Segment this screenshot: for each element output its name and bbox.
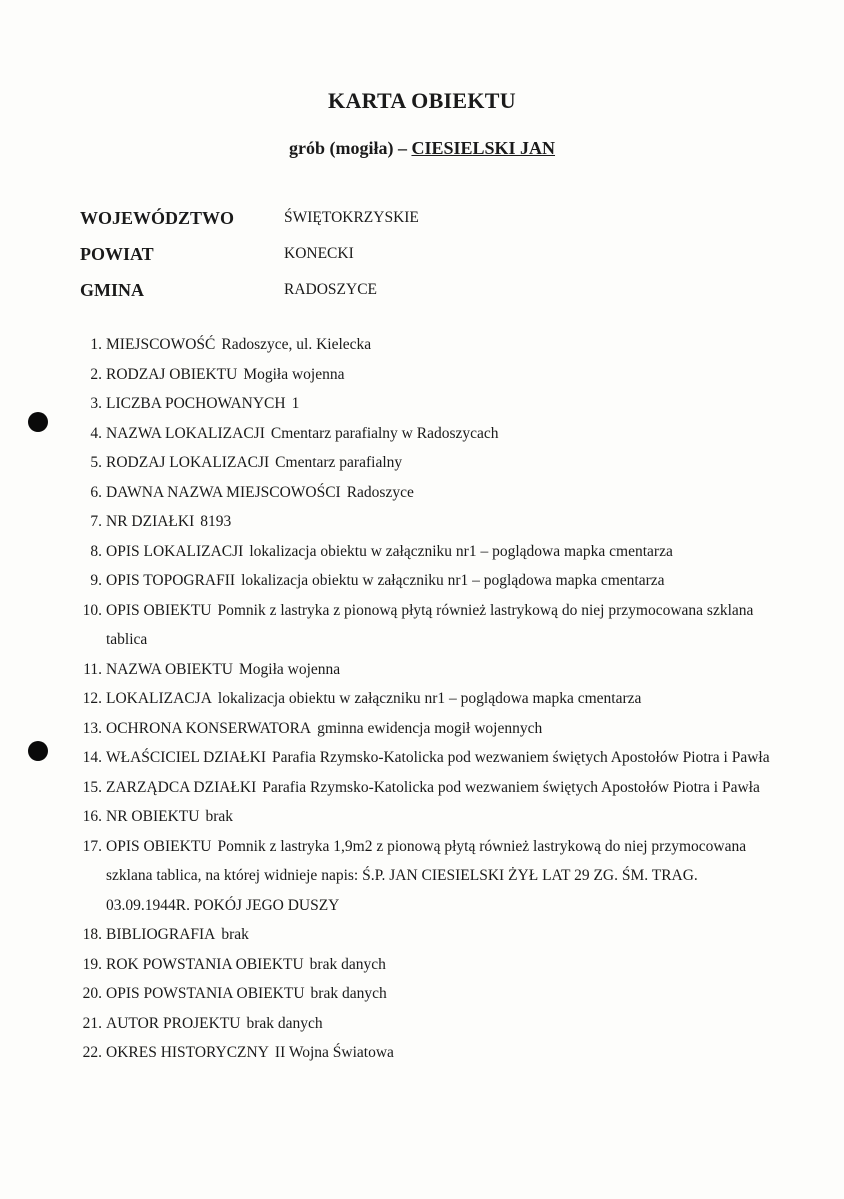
- item-value: Mogiła wojenna: [239, 660, 341, 678]
- item-label: OPIS OBIEKTU: [106, 837, 212, 855]
- list-item: [80, 655, 780, 685]
- admin-row: [80, 272, 419, 308]
- item-number: 21.: [82, 1014, 102, 1032]
- item-number: 9.: [90, 572, 102, 589]
- item-body: [106, 1038, 780, 1068]
- item-body: [106, 802, 780, 832]
- list-item: [80, 684, 780, 714]
- list-item: [80, 537, 780, 567]
- item-value: lokalizacja obiektu w załączniku nr1 – poglądowa mapka cmentarza: [249, 542, 673, 560]
- item-list: [80, 330, 780, 1068]
- item-number: 4.: [90, 424, 102, 442]
- item-body: [106, 360, 780, 390]
- item-number: 2.: [90, 365, 102, 383]
- list-item: [80, 802, 780, 832]
- item-value: Cmentarz parafialny: [275, 454, 403, 471]
- item-value: brak: [221, 926, 249, 943]
- item-body: [106, 979, 780, 1009]
- item-number: 18.: [82, 926, 102, 943]
- item-number: 22.: [82, 1044, 102, 1061]
- admin-value: ŚWIĘTOKRZYSKIE: [284, 209, 419, 226]
- item-number: 11.: [83, 660, 102, 678]
- admin-row: [80, 236, 419, 272]
- item-body: [106, 507, 780, 537]
- item-label: NAZWA OBIEKTU: [106, 660, 233, 678]
- admin-label: GMINA: [80, 279, 144, 300]
- item-body: [106, 714, 780, 744]
- item-number: 10.: [82, 601, 102, 619]
- document-title: KARTA OBIEKTU: [328, 88, 516, 113]
- item-label: MIEJSCOWOŚĆ: [106, 336, 216, 353]
- admin-label: POWIAT: [80, 243, 154, 264]
- item-number: 17.: [82, 837, 102, 855]
- item-label: WŁAŚCICIEL DZIAŁKI: [106, 749, 266, 766]
- punch-hole-bottom: [28, 741, 48, 761]
- item-label: LICZBA POCHOWANYCH: [106, 395, 286, 412]
- item-value: 8193: [200, 513, 232, 530]
- list-item: [80, 478, 780, 508]
- item-label: ZARZĄDCA DZIAŁKI: [106, 778, 257, 796]
- list-item: [80, 743, 780, 773]
- item-body: [106, 566, 780, 596]
- item-number: 19.: [82, 955, 102, 973]
- item-value: Parafia Rzymsko-Katolicka pod wezwaniem świętych Apostołów Piotra i Pawła: [272, 749, 770, 766]
- item-number: 15.: [82, 778, 102, 796]
- item-body: [106, 330, 780, 360]
- item-number: 3.: [90, 395, 102, 412]
- item-number: 5.: [90, 454, 102, 471]
- item-number: 14.: [82, 749, 102, 766]
- item-label: NR OBIEKTU: [106, 808, 200, 825]
- item-value: Radoszyce: [346, 483, 414, 501]
- item-body: [106, 1009, 780, 1039]
- item-label: LOKALIZACJA: [106, 690, 212, 707]
- item-body: [106, 950, 780, 980]
- list-item: [80, 773, 780, 803]
- item-body: [106, 596, 780, 655]
- list-item: [80, 596, 780, 655]
- item-number: 20.: [82, 985, 102, 1002]
- item-body: [106, 419, 780, 449]
- list-item: [80, 920, 780, 950]
- item-number: 6.: [90, 483, 102, 501]
- item-body: [106, 537, 780, 567]
- list-item: [80, 1038, 780, 1068]
- item-label: BIBLIOGRAFIA: [106, 926, 216, 943]
- item-number: 13.: [82, 719, 102, 737]
- item-value: II Wojna Światowa: [274, 1044, 394, 1061]
- item-value: brak: [205, 808, 233, 825]
- item-value: lokalizacja obiektu w załączniku nr1 – poglądowa mapka cmentarza: [241, 572, 665, 589]
- item-label: RODZAJ OBIEKTU: [106, 365, 238, 383]
- list-item: [80, 389, 780, 419]
- item-label: NR DZIAŁKI: [106, 513, 195, 530]
- item-body: [106, 773, 780, 803]
- item-number: 8.: [90, 542, 102, 560]
- item-value: brak danych: [310, 985, 387, 1002]
- item-label: NAZWA LOKALIZACJI: [106, 424, 265, 442]
- item-body: [106, 832, 780, 921]
- item-label: OKRES HISTORYCZNY: [106, 1044, 269, 1061]
- list-item: [80, 360, 780, 390]
- item-value: Cmentarz parafialny w Radoszycach: [270, 424, 499, 442]
- item-number: 7.: [90, 513, 102, 530]
- item-label: OCHRONA KONSERWATORA: [106, 719, 312, 737]
- item-value: gminna ewidencja mogił wojennych: [317, 719, 543, 737]
- item-label: OPIS LOKALIZACJI: [106, 542, 244, 560]
- list-item: [80, 714, 780, 744]
- item-value: Pomnik z lastryka 1,9m2 z pionową płytą również lastrykową do niej przymocowana szklana tablica, na której widnieje napis: Ś.P. JAN CIESIELSKI ŻYŁ LAT 29 ZG. ŚM. TRAG. 03.09.1944R. POKÓJ JEGO DUSZY: [106, 837, 747, 914]
- list-item: [80, 979, 780, 1009]
- item-value: brak danych: [309, 955, 386, 973]
- item-body: [106, 684, 780, 714]
- subtitle-prefix: grób (mogiła) –: [288, 138, 412, 158]
- list-item: [80, 832, 780, 921]
- item-value: 1: [291, 395, 300, 412]
- item-value: brak danych: [246, 1014, 323, 1032]
- item-label: RODZAJ LOKALIZACJI: [106, 454, 270, 471]
- item-body: [106, 920, 780, 950]
- item-label: OPIS TOPOGRAFII: [106, 572, 236, 589]
- list-item: [80, 507, 780, 537]
- admin-row: [80, 200, 419, 236]
- item-value: Mogiła wojenna: [243, 365, 345, 383]
- list-item: [80, 950, 780, 980]
- item-label: OPIS OBIEKTU: [106, 601, 212, 619]
- item-value: Radoszyce, ul. Kielecka: [221, 336, 372, 353]
- item-number: 1.: [90, 336, 102, 353]
- subtitle-name: CIESIELSKI JAN: [411, 138, 556, 158]
- item-body: [106, 478, 780, 508]
- item-number: 12.: [82, 690, 102, 707]
- document-subtitle: [0, 138, 844, 159]
- item-label: AUTOR PROJEKTU: [106, 1014, 241, 1032]
- punch-hole-top: [28, 412, 48, 432]
- item-value: Parafia Rzymsko-Katolicka pod wezwaniem świętych Apostołów Piotra i Pawła: [262, 778, 760, 796]
- item-label: DAWNA NAZWA MIEJSCOWOŚCI: [106, 483, 341, 501]
- item-value: lokalizacja obiektu w załączniku nr1 – poglądowa mapka cmentarza: [217, 690, 642, 707]
- list-item: [80, 1009, 780, 1039]
- list-item: [80, 566, 780, 596]
- item-label: OPIS POWSTANIA OBIEKTU: [106, 985, 305, 1002]
- list-item: [80, 419, 780, 449]
- item-number: 16.: [82, 808, 102, 825]
- item-body: [106, 655, 780, 685]
- admin-label: WOJEWÓDZTWO: [80, 207, 235, 228]
- admin-value: KONECKI: [284, 245, 354, 262]
- list-item: [80, 330, 780, 360]
- item-body: [106, 448, 780, 478]
- item-label: ROK POWSTANIA OBIEKTU: [106, 955, 304, 973]
- list-item: [80, 448, 780, 478]
- item-body: [106, 389, 780, 419]
- item-value: Pomnik z lastryka z pionową płytą również lastrykową do niej przymocowana szklana tablica: [106, 601, 754, 648]
- admin-value: RADOSZYCE: [284, 281, 378, 298]
- admin-section: [80, 200, 419, 308]
- item-body: [106, 743, 780, 773]
